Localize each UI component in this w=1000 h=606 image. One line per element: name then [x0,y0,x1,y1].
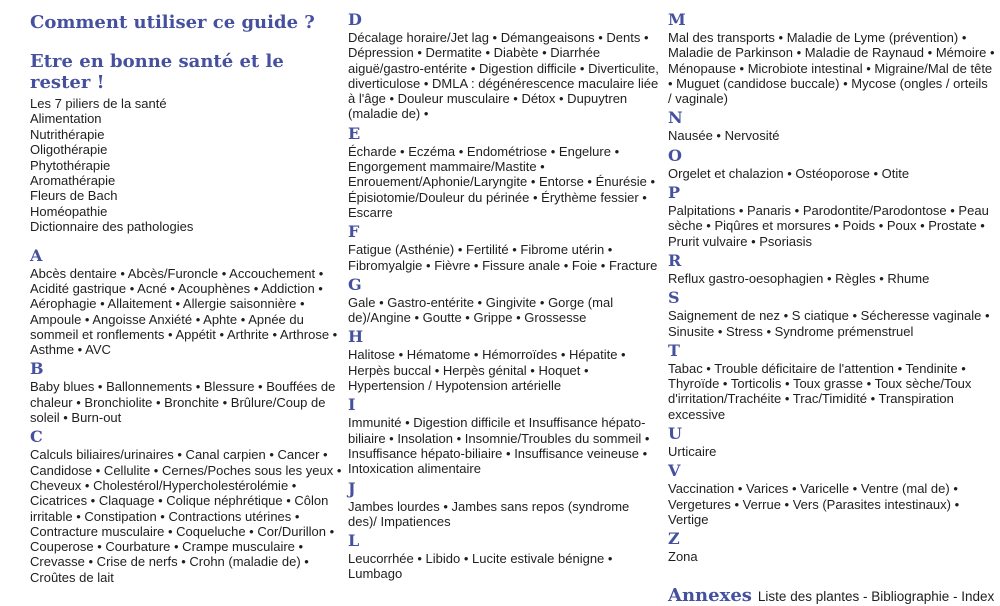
index-section-l [348,532,661,582]
index-section-b [30,360,343,425]
section-letter-v: V [668,461,681,481]
section-entries-h: Halitose • Hématome • Hémorroïdes • Hépatite • Herpès buccal • Herpès génital • Hoquet • Hypertension / Hypotension artérielle [348,347,626,394]
index-section-z [668,530,995,564]
section-entries-u: Urticaire [668,444,717,460]
stay-healthy-heading: Etre en bonne santé et le rester ! [30,51,284,93]
section-letter-o: O [668,145,682,165]
index-section-p [668,184,995,249]
section-entries-c: Calculs biliaires/urinaires • Canal carpien • Cancer • Candidose • Cellulite • Cernes/Poches sous les yeux • Cheveux • Cholestérol/Hypercholestérolémie • Cicatrices • Claquage • Colique néphrétique • Côlon irritable • Constipation • Contractions utérines • Contracture musculaire • Coqueluche • Cor/Durillon • Couperose • Courbature • Crampe musculaire • Crevasse • Crise de nerfs • Crohn (maladie de) • Croûtes de lait [30,447,342,585]
section-letter-d: D [348,10,362,29]
index-section-t [668,342,995,422]
section-entries-a: Abcès dentaire • Abcès/Furoncle • Accouchement • Acidité gastrique • Acné • Acouphènes • Addiction • Aérophagie • Allaitement • Allergie saisonnière • Ampoule • Angoisse Anxiété • Aphte • Apnée du sommeil et ronflements • Appétit • Arthrite • Arthrose • Asthme • AVC [30,265,338,358]
section-entries-i: Immunité • Digestion difficile et Insuffisance hépato-biliaire • Insolation • Insomnie/Troubles du sommeil • Insuffisance hépato-biliaire • Insuffisance veineuse • Intoxication alimentaire [348,415,650,477]
section-entries-b: Baby blues • Ballonnements • Blessure • Bouffées de chaleur • Bronchiolite • Bronchite • Brûlure/Coup de soleil • Burn-out [30,379,336,426]
section-letter-t: T [668,340,680,360]
column-left [30,0,343,585]
section-entries-o: Orgelet et chalazion • Ostéoporose • Otite [668,165,910,181]
section-letter-n: N [668,108,683,128]
section-entries-f: Fatigue (Asthénie) • Fertilité • Fibrome utérin • Fibromyalgie • Fièvre • Fissure anale • Foie • Fracture [348,242,658,273]
section-entries-s: Saignement de nez • S ciatique • Sécheresse vaginale • Sinusite • Stress • Syndrome prémenstruel [668,308,990,339]
section-letter-i: I [348,395,356,415]
index-section-i [348,396,661,476]
section-letter-b: B [30,359,44,379]
column-middle [348,0,661,582]
section-letter-r: R [668,250,682,270]
toc-item-pillars: Les 7 piliers de la santé [30,96,167,111]
section-entries-l: Leucorrhée • Libido • Lucite estivale bénigne • Lumbago [348,551,613,582]
section-entries-m: Mal des transports • Maladie de Lyme (prévention) • Maladie de Parkinson • Maladie de Raynaud • Mémoire • Ménopause • Microbiote intestinal • Migraine/Mal de tête • Muguet (candidose buccale) • Mycose (ongles / orteils / vaginale) [668,30,995,107]
index-section-v [668,462,995,527]
index-section-j [348,480,661,530]
index-section-f [348,223,661,273]
section-letter-f: F [348,222,360,242]
section-letter-u: U [668,424,682,444]
index-section-u [668,425,995,459]
annexes-items: Liste des plantes - Bibliographie - Index [757,588,995,604]
section-entries-p: Palpitations • Panaris • Parodontite/Parodontose • Peau sèche • Piqûres et morsures • Poids • Poux • Prostate • Prurit vulvaire • Psoriasis [668,203,989,249]
toc-item-aromatherapie: Aromathérapie [30,173,116,189]
section-letter-c: C [30,427,43,447]
section-letter-p: P [668,183,681,203]
index-section-h [348,328,661,393]
section-entries-d: Décalage horaire/Jet lag • Démangeaisons • Dents • Dépression • Dermatite • Diabète • Diarrhée aiguë/gastro-entérite • Digestion difficile • Diverticulite, diverticulose • DMLA : dégénérescence maculaire liée à l'âge • Douleur musculaire • Détox • Dupuytren (maladie de) • [348,30,659,122]
section-letter-g: G [348,274,362,294]
section-entries-z: Zona [668,549,698,565]
toc-item-fleurs-de-bach: Fleurs de Bach [30,188,118,204]
index-section-g [348,276,661,326]
toc-item-dictionnaire: Dictionnaire des pathologies [30,219,194,235]
toc-item-homeopathie: Homéopathie [30,203,108,219]
index-section-c [30,428,343,585]
section-entries-r: Reflux gastro-oesophagien • Règles • Rhume [668,270,930,286]
section-letter-m: M [668,10,686,29]
section-entries-v: Vaccination • Varices • Varicelle • Ventre (mal de) • Vergetures • Verrue • Vers (Parasites intestinaux) • Vertige [668,481,960,527]
section-entries-t: Tabac • Trouble déficitaire de l'attention • Tendinite • Thyroïde • Torticolis • Toux grasse • Toux sèche/Toux d'irritation/Trachéite • Trac/Timidité • Transpiration excessive [668,360,972,422]
annexes-heading: Annexes [668,584,752,606]
index-section-n [668,109,995,143]
section-letter-z: Z [668,529,680,549]
section-letter-s: S [668,288,680,308]
pillars-list [30,96,343,235]
section-entries-n: Nausée • Nervosité [668,128,780,144]
toc-item-oligotherapie: Oligothérapie [30,142,108,158]
section-letter-l: L [348,531,360,551]
section-entries-j: Jambes lourdes • Jambes sans repos (syndrome des)/ Impatiences [348,498,630,529]
how-to-use-heading: Comment utiliser ce guide ? [30,12,315,33]
section-letter-e: E [348,123,361,143]
section-letter-h: H [348,327,364,347]
index-section-o [668,147,995,181]
column-right [668,0,995,606]
index-section-s [668,289,995,339]
section-letter-j: J [348,478,356,498]
index-section-e [348,125,661,220]
section-entries-e: Écharde • Eczéma • Endométriose • Engelure • Engorgement mammaire/Mastite • Enrouement/Aphonie/Laryngite • Entorse • Énurésie • Épisiotomie/Douleur du périnée • Érythème fessier • Escarre [348,143,656,220]
toc-item-alimentation: Alimentation [30,111,102,127]
section-entries-g: Gale • Gastro-entérite • Gingivite • Gorge (mal de)/Angine • Goutte • Grippe • Grossesse [348,294,614,326]
index-section-r [668,252,995,286]
toc-item-nutritherapie: Nutrithérapie [30,126,105,142]
toc-item-phytotherapie: Phytothérapie [30,157,111,173]
index-section-a [30,247,343,358]
index-section-m [668,11,995,106]
index-section-d [348,11,661,122]
section-letter-a: A [30,245,43,265]
annexes-row [668,585,995,606]
